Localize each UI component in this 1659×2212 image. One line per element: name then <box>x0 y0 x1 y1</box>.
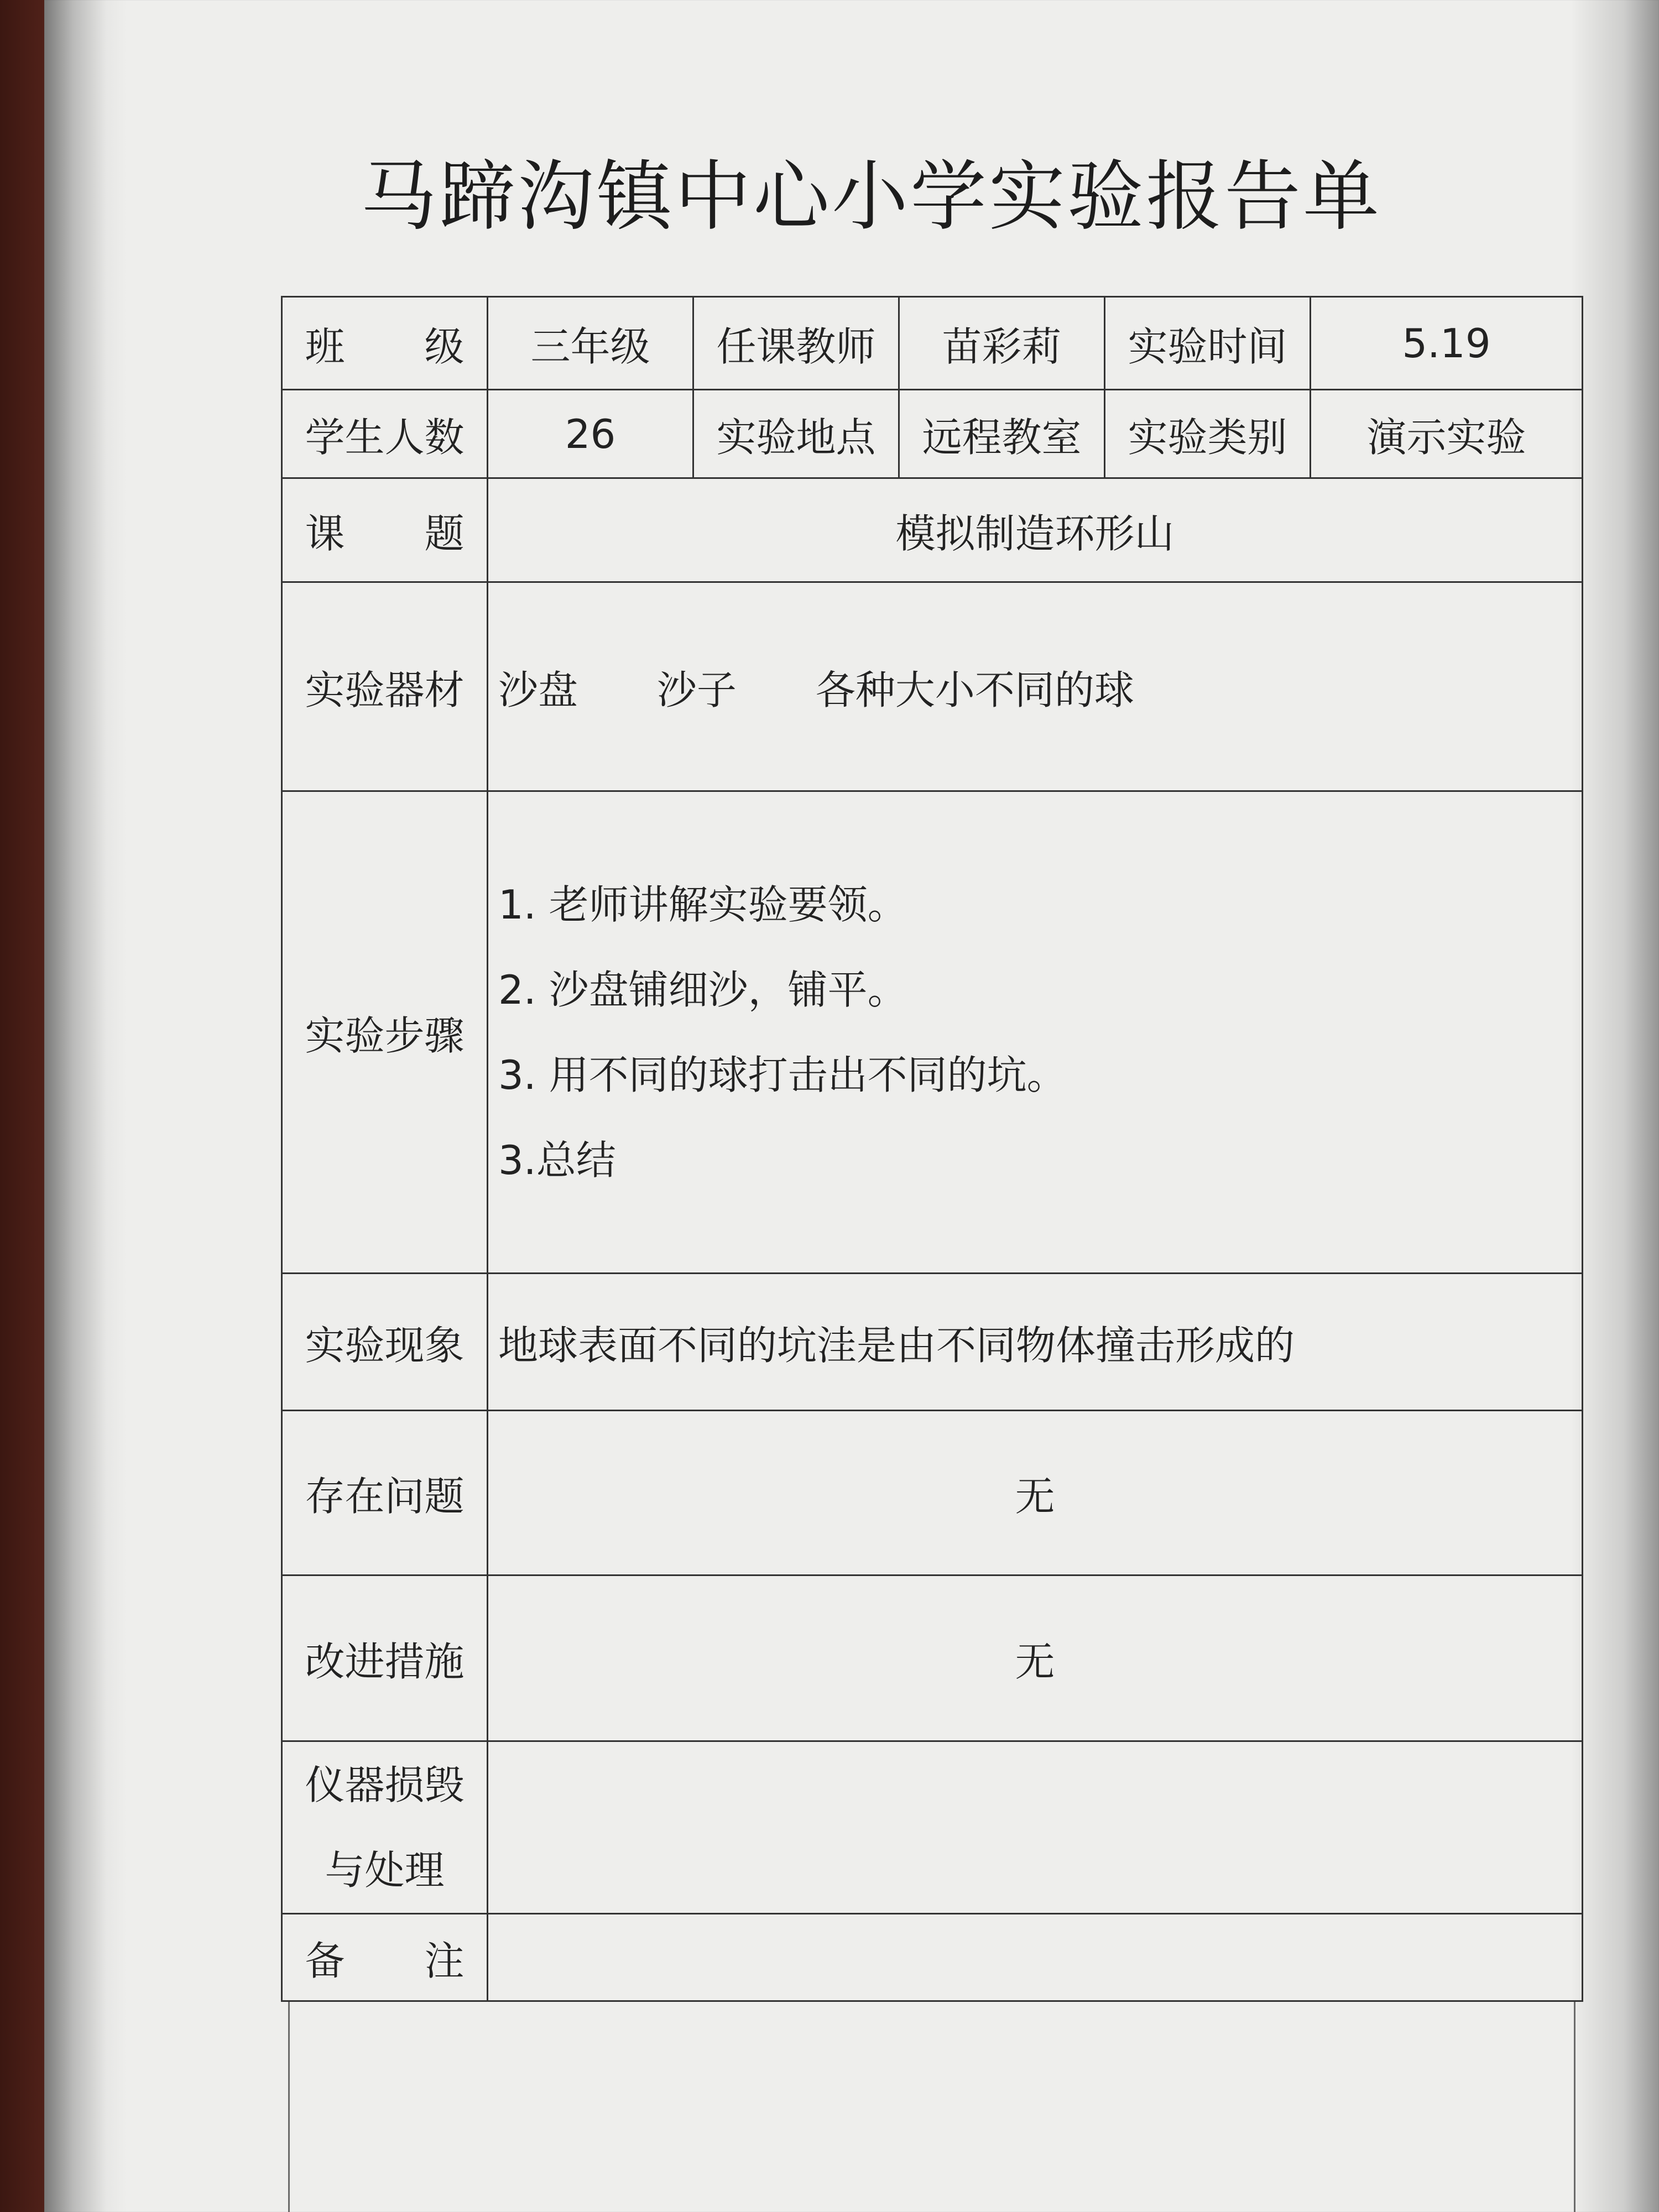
damage-value <box>488 1741 1583 1914</box>
damage-label <box>282 1741 488 1914</box>
phenomenon-label: 实验现象 <box>282 1274 488 1411</box>
improvements-label: 改进措施 <box>282 1575 488 1741</box>
teacher-label: 任课教师 <box>693 297 899 390</box>
steps-row <box>282 791 1583 1274</box>
table-border-extension-left <box>288 2000 290 2212</box>
table-border-extension-right <box>1574 2000 1575 2212</box>
students-label: 学生人数 <box>282 390 488 478</box>
report-table <box>281 296 1583 2002</box>
damage-label-line1: 仪器损毁 <box>305 1761 465 1808</box>
location-value: 远程教室 <box>899 390 1105 478</box>
step-item: 3. 用不同的球打击出不同的坑。 <box>498 1051 1067 1098</box>
material-item: 沙子 <box>656 666 737 713</box>
phenomenon-value: 地球表面不同的坑洼是由不同物体撞击形成的 <box>488 1274 1583 1411</box>
topic-row <box>282 478 1583 582</box>
steps-value <box>488 791 1583 1274</box>
materials-row <box>282 582 1583 791</box>
steps-label: 实验步骤 <box>282 791 488 1274</box>
step-item: 1. 老师讲解实验要领。 <box>498 881 907 928</box>
type-value: 演示实验 <box>1311 390 1583 478</box>
step-item: 2. 沙盘铺细沙，铺平。 <box>498 966 907 1013</box>
improvements-value: 无 <box>488 1575 1583 1741</box>
step-item: 3.总结 <box>498 1136 616 1183</box>
materials-value <box>488 582 1583 791</box>
info-row-2 <box>282 390 1583 478</box>
paper-shadow-left <box>44 0 127 2212</box>
topic-label: 课 题 <box>282 478 488 582</box>
damage-row <box>282 1741 1583 1914</box>
class-label: 班 级 <box>282 297 488 390</box>
improvements-row <box>282 1575 1583 1741</box>
location-label: 实验地点 <box>693 390 899 478</box>
time-label: 实验时间 <box>1105 297 1311 390</box>
remarks-row <box>282 1914 1583 2001</box>
materials-label: 实验器材 <box>282 582 488 791</box>
paper-shadow-right <box>1571 0 1659 2212</box>
material-item: 沙盘 <box>498 666 578 713</box>
class-value: 三年级 <box>488 297 693 390</box>
phenomenon-row <box>282 1274 1583 1411</box>
type-label: 实验类别 <box>1105 390 1311 478</box>
material-item: 各种大小不同的球 <box>815 666 1134 713</box>
document-title: 马蹄沟镇中心小学实验报告单 <box>360 152 1381 241</box>
damage-label-line2: 与处理 <box>325 1846 445 1893</box>
problems-value: 无 <box>488 1411 1583 1575</box>
teacher-value: 苗彩莉 <box>899 297 1105 390</box>
topic-value: 模拟制造环形山 <box>488 478 1583 582</box>
students-value: 26 <box>488 390 693 478</box>
time-value: 5.19 <box>1311 297 1583 390</box>
info-row-1 <box>282 297 1583 390</box>
remarks-value <box>488 1914 1583 2001</box>
problems-label: 存在问题 <box>282 1411 488 1575</box>
remarks-label: 备 注 <box>282 1914 488 2001</box>
problems-row <box>282 1411 1583 1575</box>
